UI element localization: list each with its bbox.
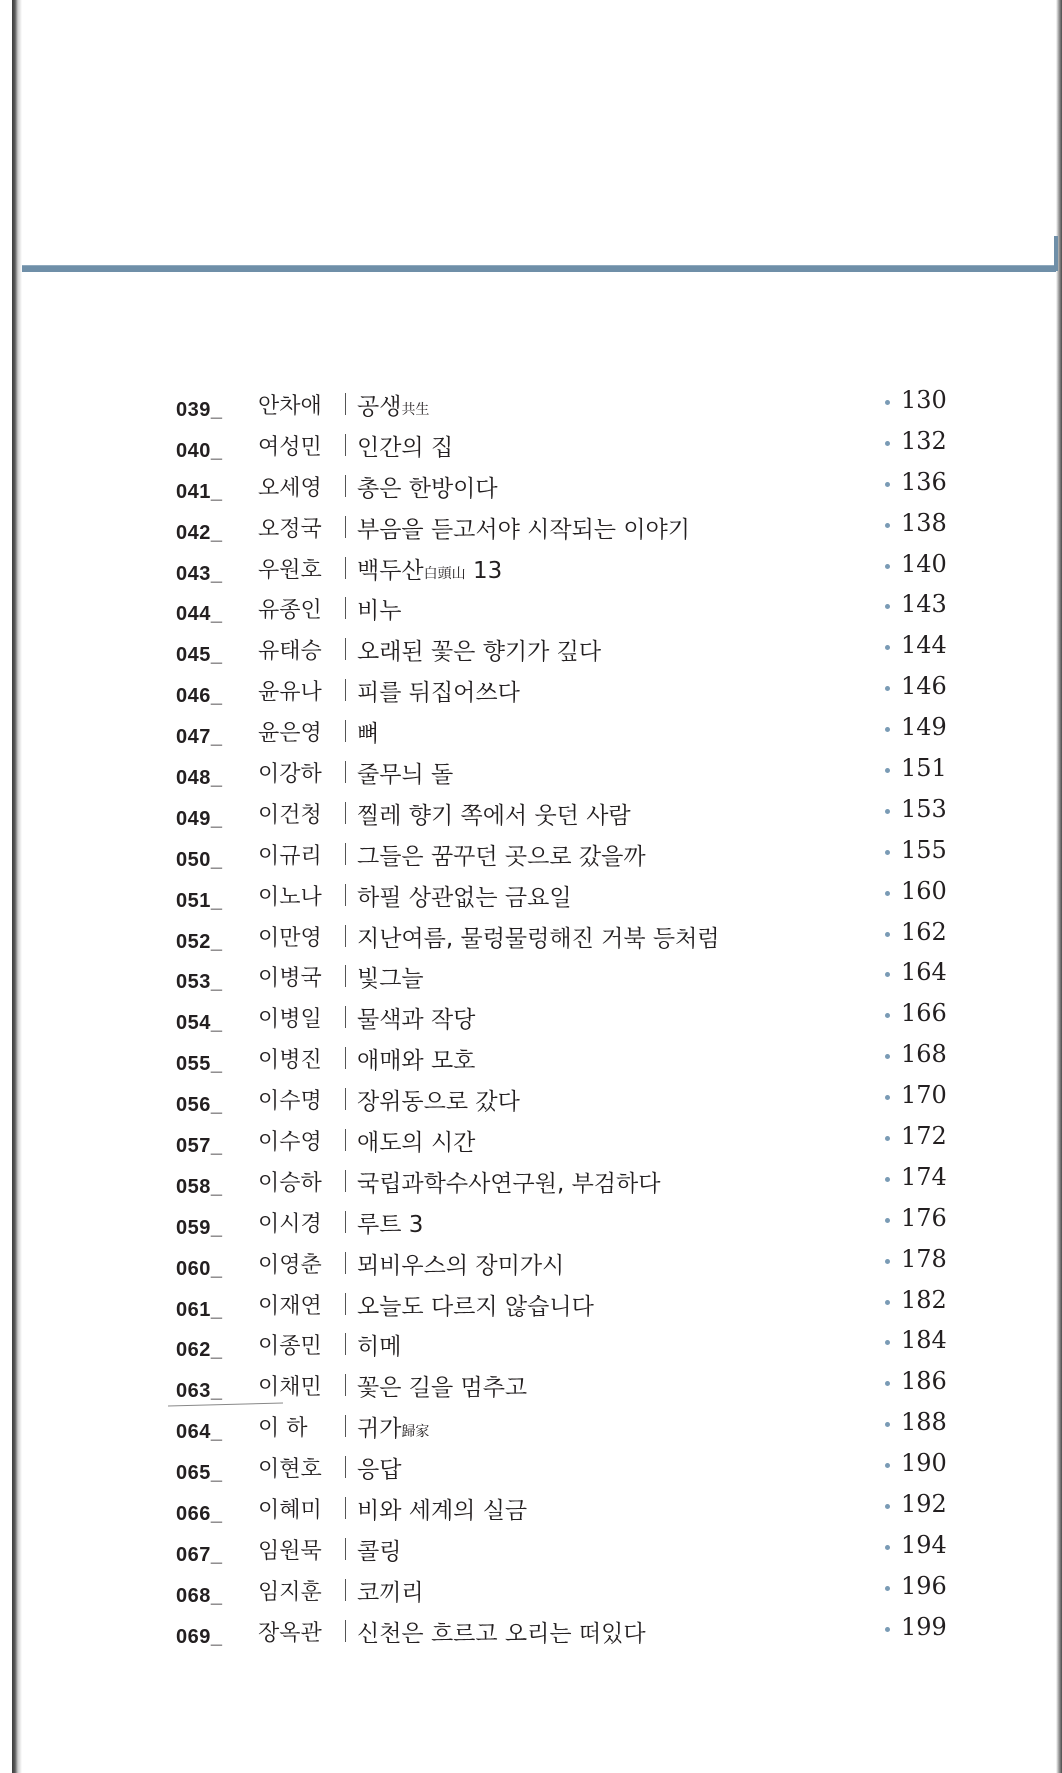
entry-title xyxy=(357,1206,423,1239)
entry-separator-bar xyxy=(345,1333,346,1355)
entry-title-text: 지난여름, 물렁물렁해진 거북 등처럼 xyxy=(357,925,720,952)
entry-title-text: 백두산 xyxy=(357,557,424,584)
entry-number: 049_ xyxy=(176,807,223,830)
entry-title-text: 빛그늘 xyxy=(357,966,424,993)
bullet-dot-icon xyxy=(885,1586,890,1591)
entry-title-text: 장위동으로 갔다 xyxy=(357,1089,520,1116)
entry-title-hanja: 白頭山 xyxy=(423,565,466,582)
toc-entry[interactable] xyxy=(0,1121,1062,1162)
bullet-dot-icon xyxy=(885,482,890,487)
entry-separator-bar xyxy=(345,1374,346,1396)
entry-separator-bar xyxy=(345,1129,346,1151)
bullet-dot-icon xyxy=(885,441,890,446)
toc-entry[interactable] xyxy=(0,1162,1062,1203)
entry-title-text: 비와 세계의 실금 xyxy=(357,1498,528,1525)
entry-title-text: 총은 한방이다 xyxy=(357,475,498,502)
entry-author: 임원묵 xyxy=(258,1538,322,1564)
entry-title xyxy=(357,552,502,585)
toc-entry[interactable] xyxy=(0,1489,1062,1530)
entry-title-text: 응답 xyxy=(357,1457,402,1484)
entry-author: 이강하 xyxy=(258,762,322,788)
entry-title xyxy=(357,1042,475,1075)
entry-separator-bar xyxy=(345,843,346,865)
entry-separator-bar xyxy=(345,1170,346,1192)
toc-entry[interactable] xyxy=(0,1244,1062,1285)
entry-author: 이규리 xyxy=(258,843,322,869)
entry-title-text: 뼈 xyxy=(357,721,380,748)
entry-author: 이승하 xyxy=(258,1170,322,1196)
entry-author: 여성민 xyxy=(258,434,322,460)
entry-page-number: 168 xyxy=(901,1040,947,1069)
bullet-dot-icon xyxy=(885,604,890,609)
toc-entry[interactable] xyxy=(0,957,1062,998)
entry-page-number: 155 xyxy=(901,835,947,864)
entry-author: 이영춘 xyxy=(258,1252,322,1278)
bullet-dot-icon xyxy=(885,727,890,732)
toc-entry[interactable] xyxy=(0,1612,1062,1653)
toc-entry[interactable] xyxy=(0,1285,1062,1326)
entry-author: 이병진 xyxy=(258,1048,322,1074)
toc-entry[interactable] xyxy=(0,426,1062,467)
bullet-dot-icon xyxy=(885,1013,890,1018)
entry-number: 065_ xyxy=(176,1462,223,1485)
entry-title-text: 그들은 꿈꾸던 곳으로 갔을까 xyxy=(357,843,646,870)
bullet-dot-icon xyxy=(885,400,890,405)
entry-title-suffix: 13 xyxy=(465,557,503,584)
entry-title-text: 애매와 모호 xyxy=(357,1048,476,1075)
toc-entry[interactable] xyxy=(0,385,1062,426)
toc-entry[interactable] xyxy=(0,917,1062,958)
bullet-dot-icon xyxy=(885,972,890,977)
entry-title xyxy=(357,1124,475,1157)
entry-title-text: 오늘도 다르지 않습니다 xyxy=(357,1293,594,1320)
entry-number: 040_ xyxy=(176,439,223,462)
bullet-dot-icon xyxy=(885,645,890,650)
entry-author: 윤은영 xyxy=(258,721,322,747)
entry-page-number: 186 xyxy=(901,1367,947,1396)
entry-page-number: 151 xyxy=(901,754,947,783)
entry-separator-bar xyxy=(345,1088,346,1110)
toc-entry[interactable] xyxy=(0,1530,1062,1571)
entry-number: 048_ xyxy=(176,767,223,790)
entry-author: 이병국 xyxy=(258,966,322,992)
entry-title xyxy=(357,592,401,625)
entry-title xyxy=(357,1369,527,1402)
bullet-dot-icon xyxy=(885,932,890,937)
entry-separator-bar xyxy=(345,1497,346,1519)
entry-number: 063_ xyxy=(176,1380,223,1403)
entry-page-number: 136 xyxy=(901,467,947,496)
entry-author: 이만영 xyxy=(258,925,322,951)
entry-number: 052_ xyxy=(176,930,223,953)
bullet-dot-icon xyxy=(885,1504,890,1509)
entry-title xyxy=(357,633,601,666)
entry-title xyxy=(357,1247,564,1280)
bullet-dot-icon xyxy=(885,850,890,855)
entry-title xyxy=(357,470,498,503)
entry-page-number: 192 xyxy=(901,1490,947,1519)
entry-title xyxy=(357,797,631,830)
entry-separator-bar xyxy=(345,597,346,619)
entry-author: 우원호 xyxy=(258,557,322,583)
entry-number: 054_ xyxy=(176,1012,223,1035)
entry-number: 046_ xyxy=(176,685,223,708)
entry-number: 056_ xyxy=(176,1094,223,1117)
entry-title xyxy=(357,1001,475,1034)
entry-number: 060_ xyxy=(176,1257,223,1280)
entry-title-text: 꽃은 길을 멈추고 xyxy=(357,1375,528,1402)
entry-page-number: 140 xyxy=(901,549,947,578)
bullet-dot-icon xyxy=(885,1136,890,1141)
entry-author: 이재연 xyxy=(258,1293,322,1319)
entry-title-text: 오래된 꽃은 향기가 깊다 xyxy=(357,639,602,666)
entry-separator-bar xyxy=(345,884,346,906)
entry-author: 이수명 xyxy=(258,1089,322,1115)
entry-author: 오정국 xyxy=(258,516,322,542)
entry-number: 041_ xyxy=(176,480,223,503)
entry-separator-bar xyxy=(345,1047,346,1069)
toc-entry[interactable] xyxy=(0,630,1062,671)
entry-title xyxy=(357,1492,527,1525)
entry-title xyxy=(357,511,690,544)
entry-author: 이종민 xyxy=(258,1334,322,1360)
entry-page-number: 178 xyxy=(901,1244,947,1273)
entry-title-text: 애도의 시간 xyxy=(357,1130,476,1157)
entry-page-number: 194 xyxy=(901,1530,947,1559)
entry-author: 이노나 xyxy=(258,884,322,910)
entry-page-number: 166 xyxy=(901,999,947,1028)
entry-separator-bar xyxy=(345,1211,346,1233)
toc-entry[interactable] xyxy=(0,671,1062,712)
entry-number: 064_ xyxy=(176,1421,223,1444)
entry-separator-bar xyxy=(345,475,346,497)
entry-title xyxy=(357,715,379,748)
entry-author: 이혜미 xyxy=(258,1498,322,1524)
entry-page-number: 184 xyxy=(901,1326,947,1355)
entry-title-hanja: 共生 xyxy=(401,402,430,418)
entry-number: 055_ xyxy=(176,1053,223,1076)
entry-title-text: 찔레 향기 쪽에서 웃던 사람 xyxy=(357,802,631,829)
entry-author: 이현호 xyxy=(258,1457,322,1483)
toc-entry[interactable] xyxy=(0,1448,1062,1489)
entry-page-number: 132 xyxy=(901,426,947,455)
entry-separator-bar xyxy=(345,761,346,783)
entry-number: 069_ xyxy=(176,1625,223,1648)
entry-title-text: 부음을 듣고서야 시작되는 이야기 xyxy=(357,516,690,543)
entry-title xyxy=(357,388,429,421)
entry-number: 051_ xyxy=(176,889,223,912)
toc-entry[interactable] xyxy=(0,1366,1062,1407)
toc-entry[interactable] xyxy=(0,712,1062,753)
entry-title xyxy=(357,674,520,707)
entry-title xyxy=(357,1533,401,1566)
toc-entry[interactable] xyxy=(0,508,1062,549)
bullet-dot-icon xyxy=(885,523,890,528)
entry-page-number: 149 xyxy=(901,713,947,742)
entry-title-text: 국립과학수사연구원, 부검하다 xyxy=(357,1170,661,1197)
entry-title xyxy=(357,1288,594,1321)
entry-number: 043_ xyxy=(176,562,223,585)
bullet-dot-icon xyxy=(885,1095,890,1100)
entry-title xyxy=(357,1615,646,1648)
entry-page-number: 176 xyxy=(901,1203,947,1232)
entry-page-number: 199 xyxy=(901,1612,947,1641)
entry-author: 유종인 xyxy=(258,598,322,624)
entry-title xyxy=(357,960,424,993)
entry-page-number: 172 xyxy=(901,1122,947,1151)
entry-author: 장옥관 xyxy=(258,1620,322,1646)
entry-separator-bar xyxy=(345,802,346,824)
entry-title-text: 피를 뒤집어쓰다 xyxy=(357,680,520,707)
toc-entry[interactable] xyxy=(0,1080,1062,1121)
entry-title-text: 인간의 집 xyxy=(357,434,454,461)
entry-title xyxy=(357,1083,520,1116)
bullet-dot-icon xyxy=(885,1177,890,1182)
entry-page-number: 146 xyxy=(901,672,947,701)
entry-author: 오세영 xyxy=(258,475,322,501)
entry-separator-bar xyxy=(345,965,346,987)
bullet-dot-icon xyxy=(885,1218,890,1223)
entry-title-text: 하필 상관없는 금요일 xyxy=(357,884,572,911)
entry-title-text: 줄무늬 돌 xyxy=(357,762,454,789)
entry-title xyxy=(357,920,720,953)
entry-number: 067_ xyxy=(176,1543,223,1566)
entry-number: 057_ xyxy=(176,1135,223,1158)
entry-page-number: 160 xyxy=(901,876,947,905)
header-divider-rule xyxy=(22,265,1056,272)
entry-number: 044_ xyxy=(176,603,223,626)
toc-entry[interactable] xyxy=(0,835,1062,876)
entry-title xyxy=(357,1574,424,1607)
entry-title-text: 비누 xyxy=(357,598,402,625)
entry-author: 안차애 xyxy=(258,394,322,419)
entry-author: 유태승 xyxy=(258,639,322,665)
bullet-dot-icon xyxy=(885,564,890,569)
entry-separator-bar xyxy=(345,1538,346,1560)
toc-entry[interactable] xyxy=(0,753,1062,794)
header-divider-corner xyxy=(1034,236,1058,271)
entry-separator-bar xyxy=(345,1415,346,1437)
entry-author: 이채민 xyxy=(258,1375,322,1401)
entry-title xyxy=(357,1328,401,1361)
entry-title-text: 콜링 xyxy=(357,1538,402,1565)
entry-title xyxy=(357,1410,429,1443)
entry-number: 066_ xyxy=(176,1503,223,1526)
entry-author: 윤유나 xyxy=(258,680,322,706)
entry-page-number: 162 xyxy=(901,917,947,946)
entry-page-number: 170 xyxy=(901,1081,947,1110)
entry-author: 이건청 xyxy=(258,802,322,828)
toc-entry[interactable] xyxy=(0,467,1062,508)
entry-page-number: 153 xyxy=(901,794,947,823)
entry-title-text: 뫼비우스의 장미가시 xyxy=(357,1252,565,1279)
toc-entry[interactable] xyxy=(0,1203,1062,1244)
toc-entry[interactable] xyxy=(0,589,1062,630)
entry-author: 이시경 xyxy=(258,1211,322,1237)
entry-author: 이수영 xyxy=(258,1130,322,1156)
entry-number: 042_ xyxy=(176,521,223,544)
entry-separator-bar xyxy=(345,393,346,415)
entry-title-text: 물색과 작당 xyxy=(357,1007,476,1034)
entry-separator-bar xyxy=(345,1006,346,1028)
entry-title xyxy=(357,838,646,871)
entry-separator-bar xyxy=(345,925,346,947)
entry-page-number: 174 xyxy=(901,1162,947,1191)
entry-number: 062_ xyxy=(176,1339,223,1362)
entry-separator-bar xyxy=(345,1252,346,1274)
entry-page-number: 138 xyxy=(901,508,947,537)
bullet-dot-icon xyxy=(885,1381,890,1386)
entry-number: 061_ xyxy=(176,1298,223,1321)
toc-entry[interactable] xyxy=(0,1571,1062,1612)
entry-page-number: 196 xyxy=(901,1571,947,1600)
entry-page-number: 190 xyxy=(901,1449,947,1478)
bullet-dot-icon xyxy=(885,1300,890,1305)
table-of-contents xyxy=(0,385,1062,1653)
entry-separator-bar xyxy=(345,557,346,579)
entry-author: 이 하 xyxy=(258,1416,308,1442)
bullet-dot-icon xyxy=(885,891,890,896)
entry-number: 047_ xyxy=(176,726,223,749)
entry-author: 이병일 xyxy=(258,1007,322,1033)
toc-entry[interactable] xyxy=(0,549,1062,590)
entry-title-text: 귀가 xyxy=(357,1416,402,1443)
entry-separator-bar xyxy=(345,434,346,456)
entry-page-number: 182 xyxy=(901,1285,947,1314)
entry-separator-bar xyxy=(345,679,346,701)
bullet-dot-icon xyxy=(885,1422,890,1427)
entry-title-text: 루트 3 xyxy=(357,1211,424,1238)
bullet-dot-icon xyxy=(885,1463,890,1468)
entry-title xyxy=(357,756,453,789)
toc-entry[interactable] xyxy=(0,876,1062,917)
toc-entry[interactable] xyxy=(0,1039,1062,1080)
entry-separator-bar xyxy=(345,1579,346,1601)
entry-separator-bar xyxy=(345,638,346,660)
entry-page-number: 130 xyxy=(901,386,947,414)
bullet-dot-icon xyxy=(885,1340,890,1345)
bullet-dot-icon xyxy=(885,1545,890,1550)
entry-page-number: 143 xyxy=(901,590,947,619)
toc-entry[interactable] xyxy=(0,1407,1062,1448)
entry-title xyxy=(357,1165,660,1198)
entry-title-text: 코끼리 xyxy=(357,1579,424,1606)
bullet-dot-icon xyxy=(885,809,890,814)
entry-title xyxy=(357,879,572,912)
entry-separator-bar xyxy=(345,720,346,742)
entry-title xyxy=(357,429,453,462)
entry-separator-bar xyxy=(345,1620,346,1642)
entry-title-text: 공생 xyxy=(357,394,402,420)
entry-number: 045_ xyxy=(176,644,223,667)
entry-separator-bar xyxy=(345,1293,346,1315)
entry-title-hanja: 歸家 xyxy=(401,1424,430,1441)
entry-author: 임지훈 xyxy=(258,1579,322,1605)
entry-page-number: 144 xyxy=(901,631,947,660)
bullet-dot-icon xyxy=(885,1627,890,1632)
toc-entry[interactable] xyxy=(0,998,1062,1039)
entry-separator-bar xyxy=(345,516,346,538)
entry-number: 059_ xyxy=(176,1216,223,1239)
toc-entry[interactable] xyxy=(0,1325,1062,1366)
entry-number: 058_ xyxy=(176,1175,223,1198)
entry-title xyxy=(357,1451,401,1484)
entry-number: 053_ xyxy=(176,971,223,994)
bullet-dot-icon xyxy=(885,686,890,691)
bullet-dot-icon xyxy=(885,1054,890,1059)
toc-entry[interactable] xyxy=(0,794,1062,835)
entry-title-text: 히메 xyxy=(357,1334,402,1361)
bullet-dot-icon xyxy=(885,1259,890,1264)
entry-page-number: 188 xyxy=(901,1408,947,1437)
entry-number: 068_ xyxy=(176,1584,223,1607)
entry-separator-bar xyxy=(345,1456,346,1478)
entry-title-text: 신천은 흐르고 오리는 떠있다 xyxy=(357,1620,646,1647)
bullet-dot-icon xyxy=(885,768,890,773)
entry-page-number: 164 xyxy=(901,958,947,987)
entry-number: 039_ xyxy=(176,399,223,421)
entry-number: 050_ xyxy=(176,848,223,871)
